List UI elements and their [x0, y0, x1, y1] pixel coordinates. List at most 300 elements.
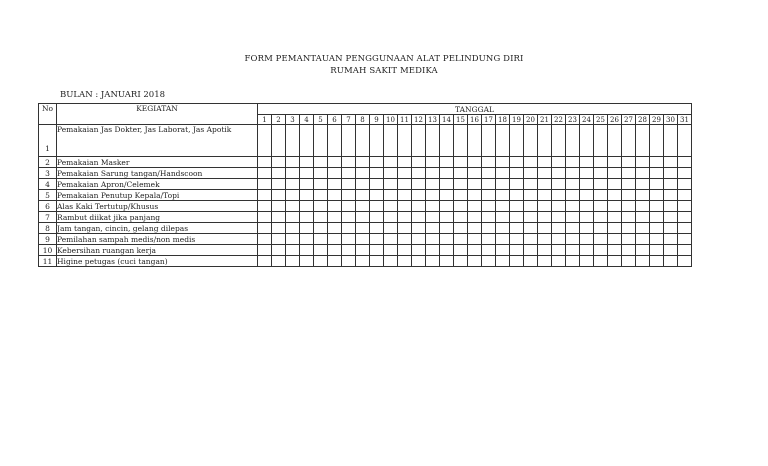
check-cell[interactable]: [454, 190, 468, 201]
check-cell[interactable]: [622, 190, 636, 201]
check-cell[interactable]: [678, 168, 692, 179]
check-cell[interactable]: [398, 190, 412, 201]
check-cell[interactable]: [566, 223, 580, 234]
check-cell[interactable]: [300, 245, 314, 256]
check-cell[interactable]: [650, 223, 664, 234]
check-cell[interactable]: [636, 212, 650, 223]
check-cell[interactable]: [678, 179, 692, 190]
check-cell[interactable]: [650, 201, 664, 212]
check-cell[interactable]: [440, 125, 454, 157]
check-cell[interactable]: [678, 223, 692, 234]
check-cell[interactable]: [538, 201, 552, 212]
check-cell[interactable]: [412, 179, 426, 190]
check-cell[interactable]: [258, 223, 272, 234]
check-cell[interactable]: [468, 234, 482, 245]
check-cell[interactable]: [314, 223, 328, 234]
check-cell[interactable]: [384, 157, 398, 168]
check-cell[interactable]: [356, 212, 370, 223]
check-cell[interactable]: [328, 125, 342, 157]
check-cell[interactable]: [650, 125, 664, 157]
check-cell[interactable]: [258, 256, 272, 267]
check-cell[interactable]: [524, 212, 538, 223]
check-cell[interactable]: [580, 190, 594, 201]
check-cell[interactable]: [510, 201, 524, 212]
check-cell[interactable]: [440, 234, 454, 245]
check-cell[interactable]: [678, 245, 692, 256]
check-cell[interactable]: [342, 168, 356, 179]
check-cell[interactable]: [454, 179, 468, 190]
check-cell[interactable]: [370, 179, 384, 190]
check-cell[interactable]: [384, 201, 398, 212]
check-cell[interactable]: [314, 179, 328, 190]
check-cell[interactable]: [636, 234, 650, 245]
check-cell[interactable]: [342, 201, 356, 212]
check-cell[interactable]: [440, 157, 454, 168]
check-cell[interactable]: [440, 245, 454, 256]
check-cell[interactable]: [370, 234, 384, 245]
check-cell[interactable]: [398, 223, 412, 234]
check-cell[interactable]: [524, 245, 538, 256]
check-cell[interactable]: [650, 212, 664, 223]
check-cell[interactable]: [524, 234, 538, 245]
check-cell[interactable]: [580, 157, 594, 168]
check-cell[interactable]: [272, 223, 286, 234]
check-cell[interactable]: [538, 179, 552, 190]
check-cell[interactable]: [286, 234, 300, 245]
check-cell[interactable]: [342, 157, 356, 168]
check-cell[interactable]: [412, 201, 426, 212]
check-cell[interactable]: [300, 157, 314, 168]
check-cell[interactable]: [664, 223, 678, 234]
check-cell[interactable]: [272, 256, 286, 267]
check-cell[interactable]: [580, 223, 594, 234]
check-cell[interactable]: [286, 201, 300, 212]
check-cell[interactable]: [328, 190, 342, 201]
check-cell[interactable]: [496, 245, 510, 256]
check-cell[interactable]: [300, 234, 314, 245]
check-cell[interactable]: [524, 223, 538, 234]
check-cell[interactable]: [538, 234, 552, 245]
check-cell[interactable]: [650, 179, 664, 190]
check-cell[interactable]: [496, 168, 510, 179]
check-cell[interactable]: [664, 234, 678, 245]
check-cell[interactable]: [370, 157, 384, 168]
check-cell[interactable]: [314, 256, 328, 267]
check-cell[interactable]: [328, 245, 342, 256]
check-cell[interactable]: [440, 212, 454, 223]
check-cell[interactable]: [594, 201, 608, 212]
check-cell[interactable]: [300, 201, 314, 212]
check-cell[interactable]: [398, 256, 412, 267]
check-cell[interactable]: [356, 245, 370, 256]
check-cell[interactable]: [412, 125, 426, 157]
check-cell[interactable]: [510, 256, 524, 267]
check-cell[interactable]: [314, 245, 328, 256]
check-cell[interactable]: [482, 201, 496, 212]
check-cell[interactable]: [454, 201, 468, 212]
check-cell[interactable]: [286, 190, 300, 201]
check-cell[interactable]: [356, 179, 370, 190]
check-cell[interactable]: [286, 245, 300, 256]
check-cell[interactable]: [482, 256, 496, 267]
check-cell[interactable]: [496, 179, 510, 190]
check-cell[interactable]: [622, 234, 636, 245]
check-cell[interactable]: [622, 201, 636, 212]
check-cell[interactable]: [594, 125, 608, 157]
check-cell[interactable]: [328, 256, 342, 267]
check-cell[interactable]: [328, 168, 342, 179]
check-cell[interactable]: [342, 212, 356, 223]
check-cell[interactable]: [552, 179, 566, 190]
check-cell[interactable]: [342, 234, 356, 245]
check-cell[interactable]: [566, 190, 580, 201]
check-cell[interactable]: [384, 212, 398, 223]
check-cell[interactable]: [524, 179, 538, 190]
check-cell[interactable]: [356, 168, 370, 179]
check-cell[interactable]: [636, 201, 650, 212]
check-cell[interactable]: [664, 245, 678, 256]
check-cell[interactable]: [496, 125, 510, 157]
check-cell[interactable]: [426, 179, 440, 190]
check-cell[interactable]: [314, 201, 328, 212]
check-cell[interactable]: [650, 234, 664, 245]
check-cell[interactable]: [300, 212, 314, 223]
check-cell[interactable]: [454, 234, 468, 245]
check-cell[interactable]: [286, 125, 300, 157]
check-cell[interactable]: [678, 234, 692, 245]
check-cell[interactable]: [566, 168, 580, 179]
check-cell[interactable]: [482, 223, 496, 234]
check-cell[interactable]: [440, 179, 454, 190]
check-cell[interactable]: [440, 256, 454, 267]
check-cell[interactable]: [272, 179, 286, 190]
check-cell[interactable]: [594, 168, 608, 179]
check-cell[interactable]: [398, 179, 412, 190]
check-cell[interactable]: [314, 168, 328, 179]
check-cell[interactable]: [328, 212, 342, 223]
check-cell[interactable]: [370, 190, 384, 201]
check-cell[interactable]: [356, 125, 370, 157]
check-cell[interactable]: [412, 190, 426, 201]
check-cell[interactable]: [636, 245, 650, 256]
check-cell[interactable]: [608, 201, 622, 212]
check-cell[interactable]: [538, 190, 552, 201]
check-cell[interactable]: [440, 201, 454, 212]
check-cell[interactable]: [566, 234, 580, 245]
check-cell[interactable]: [482, 212, 496, 223]
check-cell[interactable]: [510, 179, 524, 190]
check-cell[interactable]: [608, 245, 622, 256]
check-cell[interactable]: [286, 256, 300, 267]
check-cell[interactable]: [342, 190, 356, 201]
check-cell[interactable]: [622, 212, 636, 223]
check-cell[interactable]: [426, 201, 440, 212]
check-cell[interactable]: [370, 245, 384, 256]
check-cell[interactable]: [258, 245, 272, 256]
check-cell[interactable]: [440, 168, 454, 179]
check-cell[interactable]: [664, 157, 678, 168]
check-cell[interactable]: [314, 157, 328, 168]
check-cell[interactable]: [482, 234, 496, 245]
check-cell[interactable]: [370, 223, 384, 234]
check-cell[interactable]: [594, 223, 608, 234]
check-cell[interactable]: [580, 168, 594, 179]
check-cell[interactable]: [622, 223, 636, 234]
check-cell[interactable]: [454, 168, 468, 179]
check-cell[interactable]: [468, 190, 482, 201]
check-cell[interactable]: [552, 125, 566, 157]
check-cell[interactable]: [314, 125, 328, 157]
check-cell[interactable]: [622, 168, 636, 179]
check-cell[interactable]: [440, 223, 454, 234]
check-cell[interactable]: [552, 234, 566, 245]
check-cell[interactable]: [328, 223, 342, 234]
check-cell[interactable]: [454, 212, 468, 223]
check-cell[interactable]: [580, 256, 594, 267]
check-cell[interactable]: [356, 234, 370, 245]
check-cell[interactable]: [496, 201, 510, 212]
check-cell[interactable]: [482, 157, 496, 168]
check-cell[interactable]: [594, 179, 608, 190]
check-cell[interactable]: [510, 125, 524, 157]
check-cell[interactable]: [608, 223, 622, 234]
check-cell[interactable]: [272, 234, 286, 245]
check-cell[interactable]: [510, 212, 524, 223]
check-cell[interactable]: [342, 125, 356, 157]
check-cell[interactable]: [356, 223, 370, 234]
check-cell[interactable]: [566, 179, 580, 190]
check-cell[interactable]: [496, 190, 510, 201]
check-cell[interactable]: [496, 223, 510, 234]
check-cell[interactable]: [510, 223, 524, 234]
check-cell[interactable]: [566, 125, 580, 157]
check-cell[interactable]: [552, 245, 566, 256]
check-cell[interactable]: [272, 168, 286, 179]
check-cell[interactable]: [538, 223, 552, 234]
check-cell[interactable]: [482, 168, 496, 179]
check-cell[interactable]: [426, 223, 440, 234]
check-cell[interactable]: [510, 234, 524, 245]
check-cell[interactable]: [328, 157, 342, 168]
check-cell[interactable]: [272, 245, 286, 256]
check-cell[interactable]: [258, 179, 272, 190]
check-cell[interactable]: [398, 157, 412, 168]
check-cell[interactable]: [286, 223, 300, 234]
check-cell[interactable]: [580, 201, 594, 212]
check-cell[interactable]: [636, 179, 650, 190]
check-cell[interactable]: [454, 223, 468, 234]
check-cell[interactable]: [384, 179, 398, 190]
check-cell[interactable]: [468, 125, 482, 157]
check-cell[interactable]: [678, 125, 692, 157]
check-cell[interactable]: [510, 157, 524, 168]
check-cell[interactable]: [398, 245, 412, 256]
check-cell[interactable]: [412, 256, 426, 267]
check-cell[interactable]: [314, 234, 328, 245]
check-cell[interactable]: [258, 157, 272, 168]
check-cell[interactable]: [272, 190, 286, 201]
check-cell[interactable]: [552, 168, 566, 179]
check-cell[interactable]: [622, 256, 636, 267]
check-cell[interactable]: [664, 168, 678, 179]
check-cell[interactable]: [594, 245, 608, 256]
check-cell[interactable]: [552, 190, 566, 201]
check-cell[interactable]: [538, 212, 552, 223]
check-cell[interactable]: [594, 212, 608, 223]
check-cell[interactable]: [468, 168, 482, 179]
check-cell[interactable]: [342, 223, 356, 234]
check-cell[interactable]: [300, 125, 314, 157]
check-cell[interactable]: [272, 157, 286, 168]
check-cell[interactable]: [286, 157, 300, 168]
check-cell[interactable]: [426, 190, 440, 201]
check-cell[interactable]: [552, 256, 566, 267]
check-cell[interactable]: [650, 168, 664, 179]
check-cell[interactable]: [496, 234, 510, 245]
check-cell[interactable]: [538, 256, 552, 267]
check-cell[interactable]: [524, 157, 538, 168]
check-cell[interactable]: [664, 201, 678, 212]
check-cell[interactable]: [258, 190, 272, 201]
check-cell[interactable]: [524, 201, 538, 212]
check-cell[interactable]: [426, 168, 440, 179]
check-cell[interactable]: [678, 212, 692, 223]
check-cell[interactable]: [608, 256, 622, 267]
check-cell[interactable]: [300, 168, 314, 179]
check-cell[interactable]: [342, 256, 356, 267]
check-cell[interactable]: [566, 212, 580, 223]
check-cell[interactable]: [412, 212, 426, 223]
check-cell[interactable]: [384, 234, 398, 245]
check-cell[interactable]: [636, 168, 650, 179]
check-cell[interactable]: [300, 190, 314, 201]
check-cell[interactable]: [664, 179, 678, 190]
check-cell[interactable]: [524, 256, 538, 267]
check-cell[interactable]: [678, 157, 692, 168]
check-cell[interactable]: [356, 157, 370, 168]
check-cell[interactable]: [482, 190, 496, 201]
check-cell[interactable]: [482, 125, 496, 157]
check-cell[interactable]: [258, 168, 272, 179]
check-cell[interactable]: [482, 245, 496, 256]
check-cell[interactable]: [342, 179, 356, 190]
check-cell[interactable]: [412, 245, 426, 256]
check-cell[interactable]: [356, 201, 370, 212]
check-cell[interactable]: [538, 168, 552, 179]
check-cell[interactable]: [286, 212, 300, 223]
check-cell[interactable]: [552, 157, 566, 168]
check-cell[interactable]: [650, 190, 664, 201]
check-cell[interactable]: [482, 179, 496, 190]
check-cell[interactable]: [384, 256, 398, 267]
check-cell[interactable]: [356, 190, 370, 201]
check-cell[interactable]: [370, 125, 384, 157]
check-cell[interactable]: [594, 157, 608, 168]
check-cell[interactable]: [412, 157, 426, 168]
check-cell[interactable]: [678, 201, 692, 212]
check-cell[interactable]: [370, 256, 384, 267]
check-cell[interactable]: [580, 179, 594, 190]
check-cell[interactable]: [580, 234, 594, 245]
check-cell[interactable]: [468, 179, 482, 190]
check-cell[interactable]: [622, 245, 636, 256]
check-cell[interactable]: [510, 245, 524, 256]
check-cell[interactable]: [426, 125, 440, 157]
check-cell[interactable]: [454, 256, 468, 267]
check-cell[interactable]: [412, 234, 426, 245]
check-cell[interactable]: [524, 190, 538, 201]
check-cell[interactable]: [664, 256, 678, 267]
check-cell[interactable]: [580, 245, 594, 256]
check-cell[interactable]: [678, 190, 692, 201]
check-cell[interactable]: [356, 256, 370, 267]
check-cell[interactable]: [454, 245, 468, 256]
check-cell[interactable]: [440, 190, 454, 201]
check-cell[interactable]: [496, 157, 510, 168]
check-cell[interactable]: [566, 256, 580, 267]
check-cell[interactable]: [580, 125, 594, 157]
check-cell[interactable]: [622, 157, 636, 168]
check-cell[interactable]: [636, 190, 650, 201]
check-cell[interactable]: [510, 168, 524, 179]
check-cell[interactable]: [510, 190, 524, 201]
check-cell[interactable]: [608, 212, 622, 223]
check-cell[interactable]: [272, 212, 286, 223]
check-cell[interactable]: [398, 168, 412, 179]
check-cell[interactable]: [608, 157, 622, 168]
check-cell[interactable]: [398, 234, 412, 245]
check-cell[interactable]: [454, 157, 468, 168]
check-cell[interactable]: [468, 223, 482, 234]
check-cell[interactable]: [538, 245, 552, 256]
check-cell[interactable]: [552, 212, 566, 223]
check-cell[interactable]: [594, 256, 608, 267]
check-cell[interactable]: [258, 201, 272, 212]
check-cell[interactable]: [384, 245, 398, 256]
check-cell[interactable]: [426, 157, 440, 168]
check-cell[interactable]: [608, 179, 622, 190]
check-cell[interactable]: [468, 201, 482, 212]
check-cell[interactable]: [300, 256, 314, 267]
check-cell[interactable]: [286, 179, 300, 190]
check-cell[interactable]: [314, 212, 328, 223]
check-cell[interactable]: [300, 223, 314, 234]
check-cell[interactable]: [594, 234, 608, 245]
check-cell[interactable]: [678, 256, 692, 267]
check-cell[interactable]: [328, 201, 342, 212]
check-cell[interactable]: [468, 245, 482, 256]
check-cell[interactable]: [636, 256, 650, 267]
check-cell[interactable]: [566, 201, 580, 212]
check-cell[interactable]: [608, 234, 622, 245]
check-cell[interactable]: [384, 168, 398, 179]
check-cell[interactable]: [258, 234, 272, 245]
check-cell[interactable]: [258, 212, 272, 223]
check-cell[interactable]: [566, 245, 580, 256]
check-cell[interactable]: [608, 168, 622, 179]
check-cell[interactable]: [384, 223, 398, 234]
check-cell[interactable]: [426, 245, 440, 256]
check-cell[interactable]: [566, 157, 580, 168]
check-cell[interactable]: [538, 125, 552, 157]
check-cell[interactable]: [454, 125, 468, 157]
check-cell[interactable]: [272, 125, 286, 157]
check-cell[interactable]: [650, 245, 664, 256]
check-cell[interactable]: [622, 125, 636, 157]
check-cell[interactable]: [398, 212, 412, 223]
check-cell[interactable]: [664, 212, 678, 223]
check-cell[interactable]: [272, 201, 286, 212]
